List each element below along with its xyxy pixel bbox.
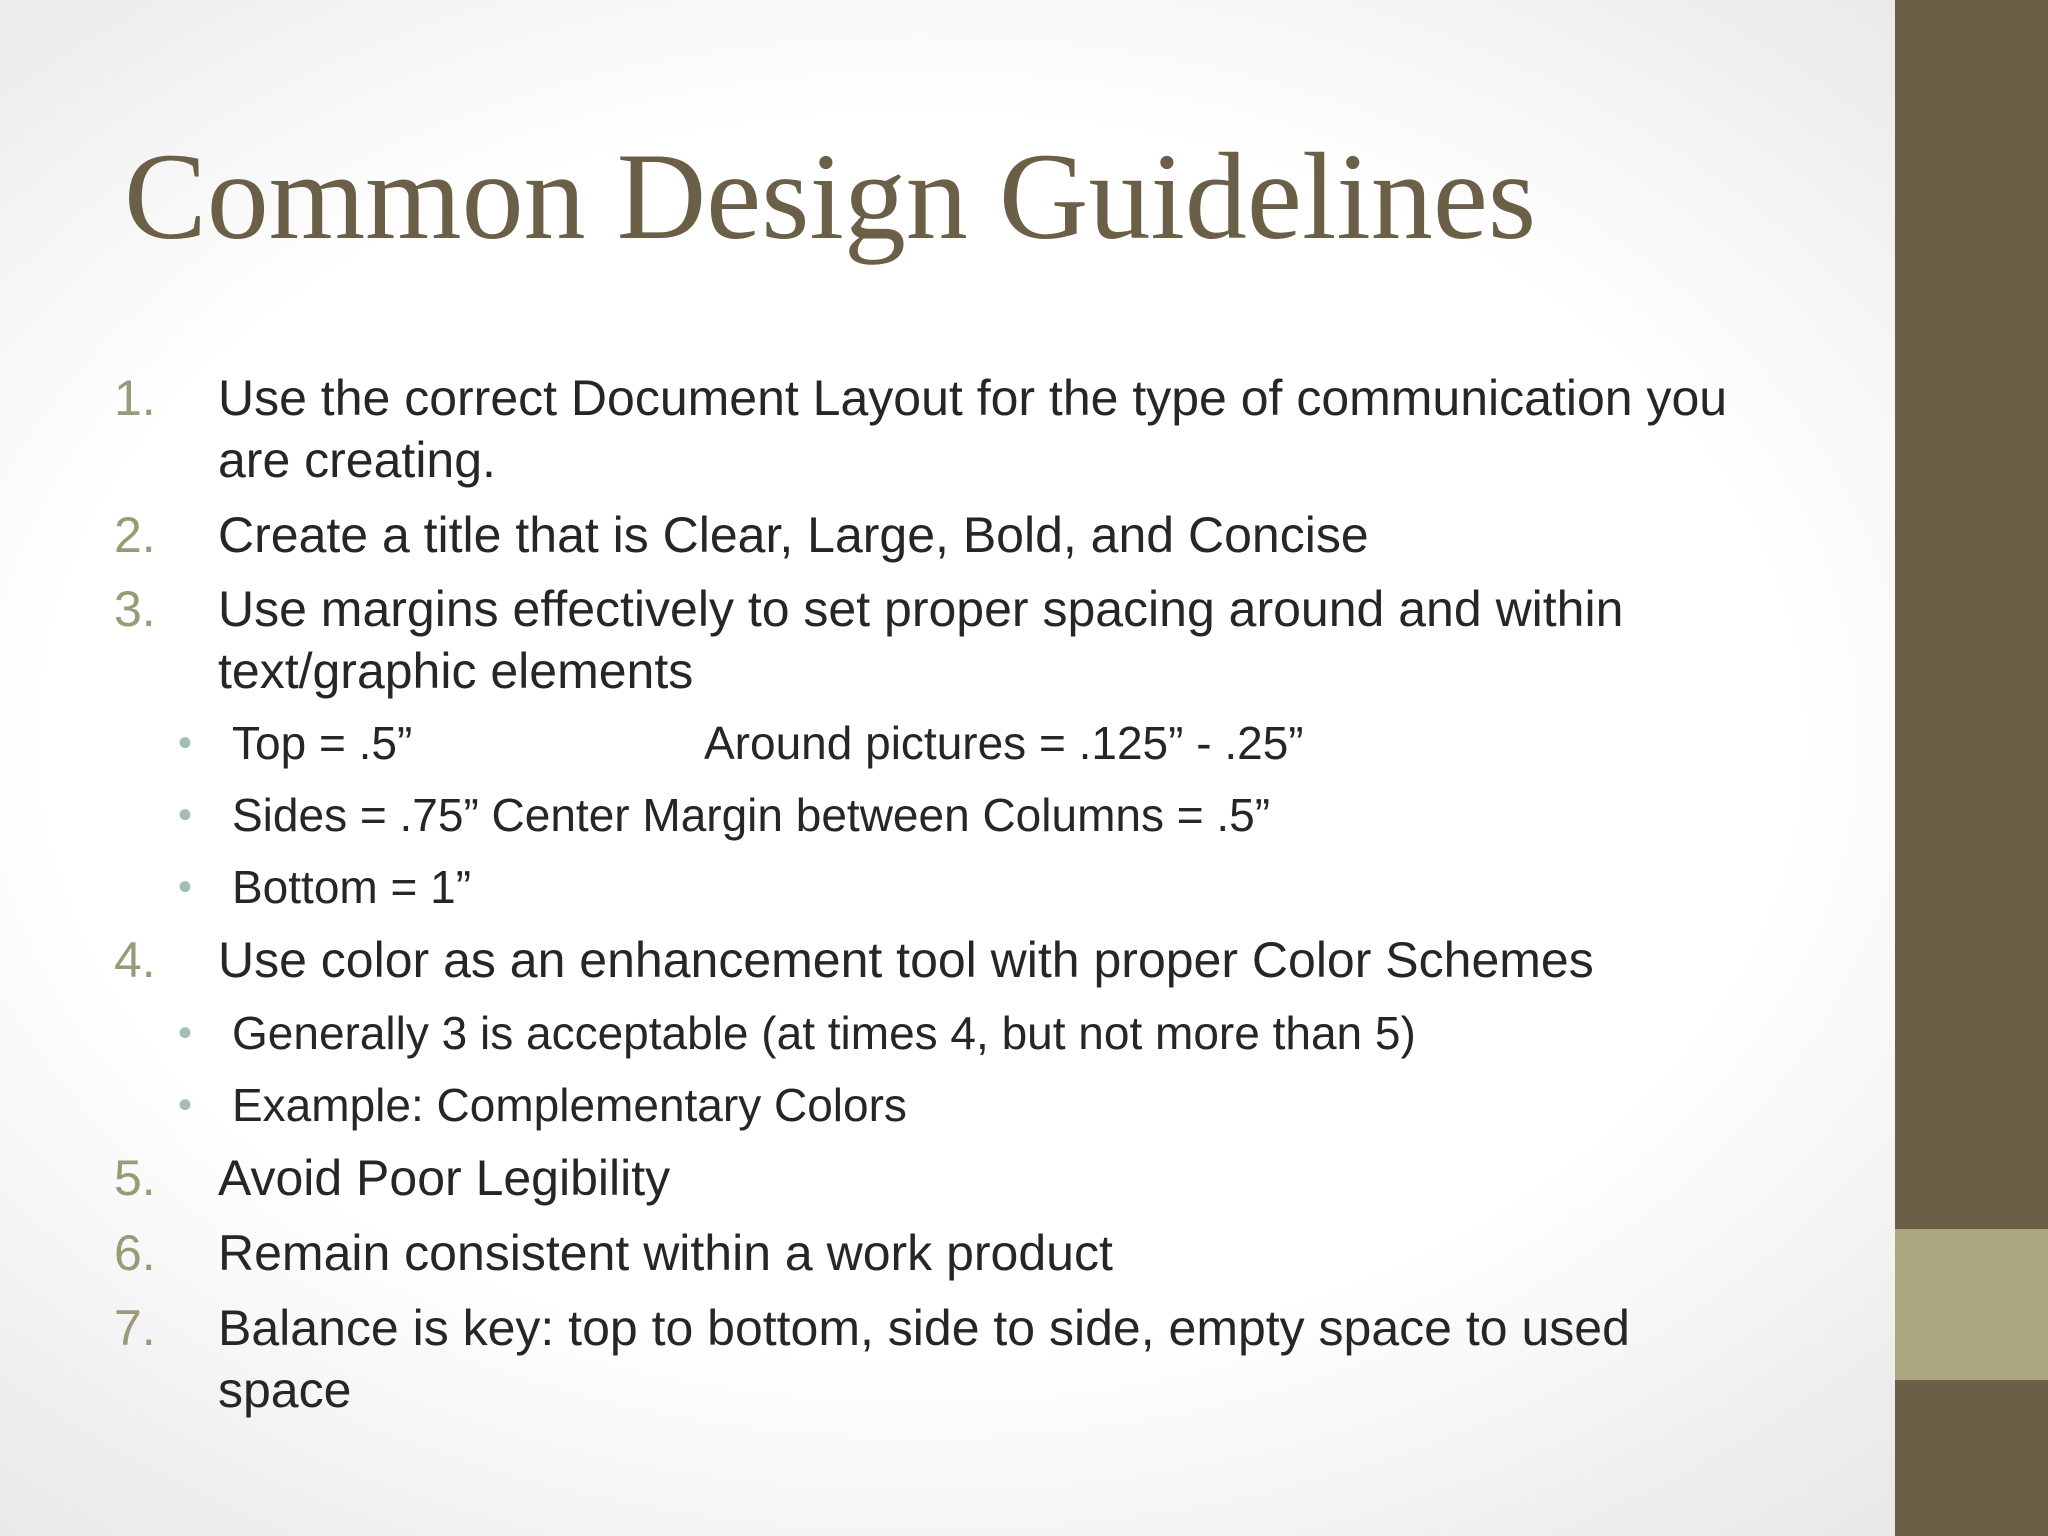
bullet-text: Top = .5”: [232, 717, 413, 769]
list-number: 7.: [114, 1300, 156, 1356]
list-number: 2.: [114, 507, 156, 563]
list-number: 3.: [114, 581, 156, 637]
list-item-3: [114, 578, 1734, 702]
list-item-2: [114, 504, 1734, 566]
list-text: Create a title that is Clear, Large, Bold, and Concise: [218, 507, 1369, 563]
list-number: 1.: [114, 370, 156, 426]
list-item-5: [114, 1147, 1734, 1209]
list-item-1: [114, 367, 1734, 491]
bullet-text-secondary: Around pictures = .125” - .25”: [704, 717, 1304, 769]
bullet-icon: •: [178, 793, 193, 837]
list-number: 4.: [114, 932, 156, 988]
bullet-icon: •: [178, 865, 193, 909]
slide-title: Common Design Guidelines: [124, 128, 1537, 265]
list-item-7: [114, 1297, 1734, 1421]
bullet-item-bottom-margin: [178, 857, 1678, 917]
list-number: 6.: [114, 1225, 156, 1281]
list-text: Use the correct Document Layout for the type of communication you are creating.: [218, 370, 1728, 488]
bullet-item-top-margin: [178, 713, 1678, 773]
bullet-text: Bottom = 1”: [232, 861, 472, 913]
bullet-text: Example: Complementary Colors: [232, 1079, 907, 1131]
list-item-6: [114, 1222, 1734, 1284]
list-item-4: [114, 929, 1734, 991]
bullet-item-side-margin: [178, 785, 1678, 845]
bullet-icon: •: [178, 1011, 193, 1055]
bullet-icon: •: [178, 721, 193, 765]
list-text: Balance is key: top to bottom, side to side, empty space to used space: [218, 1300, 1630, 1418]
list-text: Remain consistent within a work product: [218, 1225, 1113, 1281]
bullet-text: Generally 3 is acceptable (at times 4, but not more than 5): [232, 1007, 1416, 1059]
bullet-item-color-count: [178, 1003, 1678, 1063]
bullet-item-color-example: [178, 1075, 1678, 1135]
bullet-icon: •: [178, 1083, 193, 1127]
decorative-side-accent: [1895, 1229, 2048, 1380]
list-number: 5.: [114, 1150, 156, 1206]
list-text: Use margins effectively to set proper spacing around and within text/graphic elements: [218, 581, 1624, 699]
list-text: Avoid Poor Legibility: [218, 1150, 671, 1206]
list-text: Use color as an enhancement tool with proper Color Schemes: [218, 932, 1594, 988]
bullet-text: Sides = .75” Center Margin between Columns = .5”: [232, 789, 1271, 841]
